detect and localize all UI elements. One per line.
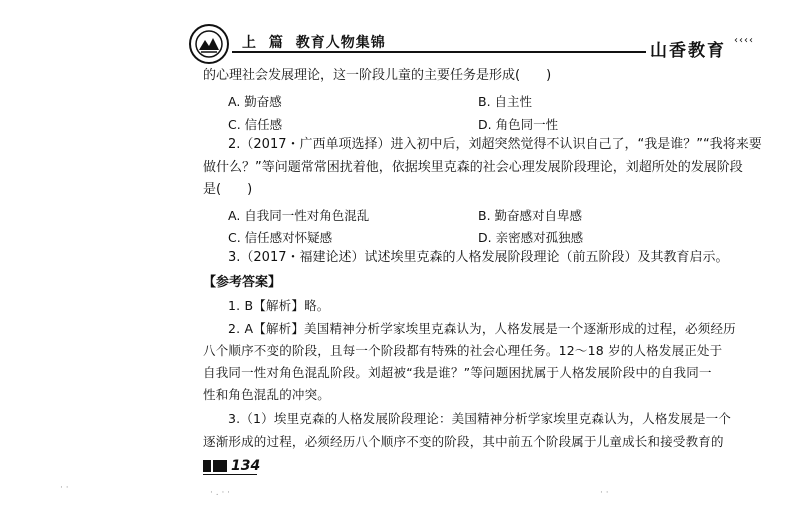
q1-option-c: C. 信任感 [228, 117, 283, 132]
answer-2-line-4: 性和角色混乱的冲突。 [203, 387, 331, 402]
answer-2-line-1: 2. A【解析】美国精神分析学家埃里克森认为，人格发展是一个逐渐形成的过程，必须经历 [228, 321, 736, 336]
brand-name: 山香教育 [650, 41, 726, 61]
page-marker-block-icon [213, 460, 227, 472]
brand-marks: ‹‹‹‹ [734, 35, 754, 46]
q1-option-b: B. 自主性 [478, 94, 533, 109]
mountain-emblem-icon [194, 29, 224, 59]
q3-stem: 3.（2017・福建论述）试述埃里克森的人格发展阶段理论（前五阶段）及其教育启示。 [228, 250, 729, 265]
q2-option-a: A. 自我同一性对角色混乱 [228, 208, 370, 223]
answer-2-line-2: 八个顺序不变的阶段，且每一个阶段都有特殊的社会心理任务。12～18 岁的人格发展正处于 [203, 343, 723, 358]
page-number-marker [203, 458, 260, 474]
scan-speck: · . · · [210, 488, 231, 498]
scan-speck: · · [600, 488, 609, 498]
q2-option-d: D. 亲密感对孤独感 [478, 230, 584, 245]
header-section: 上 [242, 35, 257, 51]
q2-option-c: C. 信任感对怀疑感 [228, 230, 333, 245]
answer-3-line-1: 3.（1）埃里克森的人格发展阶段理论：美国精神分析学家埃里克森认为，人格发展是一个 [228, 411, 732, 426]
q2-stem-line-1: 2.（2017・广西单项选择）进入初中后，刘超突然觉得不认识自己了，“我是谁？”“我将来要 [228, 137, 762, 152]
header-part: 篇 [268, 35, 284, 51]
answer-3-line-2: 逐渐形成的过程，必须经历八个顺序不变的阶段，其中前五个阶段属于儿童成长和接受教育的 [203, 434, 724, 449]
q2-stem-line-3: 是( ) [203, 182, 253, 197]
running-header [242, 32, 392, 52]
q2-option-b: B. 勤奋感对自卑感 [478, 208, 583, 223]
page-marker-bar-icon [203, 460, 211, 472]
publisher-logo-icon [189, 24, 229, 64]
header-divider [232, 51, 646, 53]
answers-heading: 【参考答案】 [203, 275, 282, 290]
scan-speck: · · [60, 483, 69, 493]
answer-2-line-3: 自我同一性对角色混乱阶段。刘超被“我是谁？”等问题困扰属于人格发展阶段中的自我同一 [203, 365, 712, 380]
q1-option-a: A. 勤奋感 [228, 94, 282, 109]
q1-stem-tail: 的心理社会发展理论，这一阶段儿童的主要任务是形成( ) [203, 68, 552, 83]
header-title: 教育人物集锦 [295, 35, 386, 51]
q2-stem-line-2: 做什么？”等问题常常困扰着他，依据埃里克森的社会心理发展阶段理论，刘超所处的发展阶段 [203, 160, 743, 175]
answer-1: 1. B【解析】略。 [228, 298, 330, 313]
page-number-underline [203, 474, 257, 475]
page-number: 134 [231, 458, 261, 474]
q1-option-d: D. 角色同一性 [478, 117, 559, 132]
